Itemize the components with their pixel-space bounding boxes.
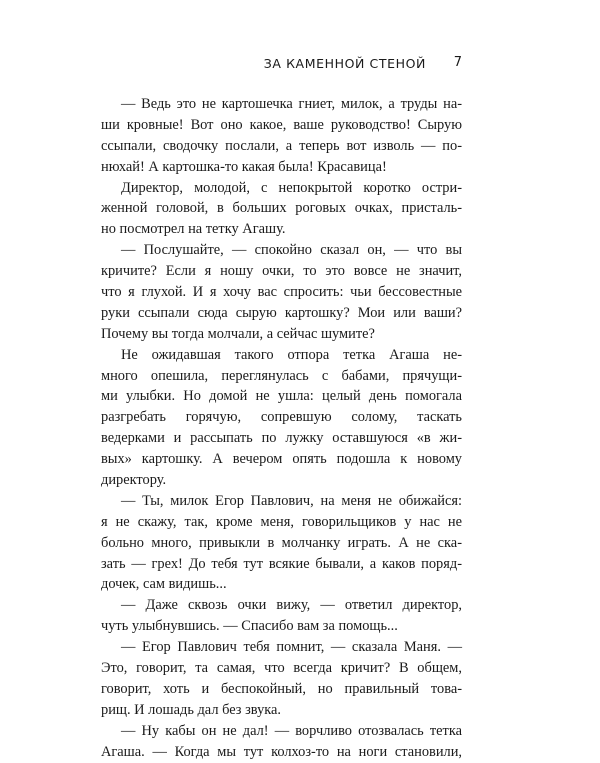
text-line: говорит, хоть и беспокойный, но правильный това-: [101, 680, 462, 697]
text-line: ведерками и рассыпать по лужку оставшуюся «в жи-: [101, 430, 462, 447]
paragraph: [101, 178, 462, 241]
text-line: ши кровные! Вот оно какое, ваше руководство! Сырую: [101, 116, 462, 133]
text-line: Директор, молодой, с непокрытой коротко остри-: [121, 179, 462, 196]
text-line: — Ведь это не картошечка гниет, милок, а труды на-: [121, 96, 462, 112]
text-line: я не скажу, так, кроме меня, говорильщиков у нас не: [101, 513, 462, 530]
running-header: [100, 56, 470, 76]
paragraph: [101, 491, 462, 595]
text-line: разгребать горячую, сопревшую солому, таскать: [101, 409, 462, 426]
text-line: — Послушайте, — спокойно сказал он, — что вы: [121, 242, 462, 259]
text-line: Это, говорит, та самая, что всегда кричит? В общем,: [101, 660, 462, 677]
paragraph: [101, 595, 462, 637]
text-line: дочек, сам видишь...: [101, 576, 227, 593]
paragraph: [101, 345, 462, 491]
text-line: — Ну кабы он не дал! — ворчливо отозвалась тетка: [121, 722, 462, 739]
chapter-title: ЗА КАМЕННОЙ СТЕНОЙ: [263, 56, 426, 71]
text-line: зать — грех! До тебя тут всякие бывали, а каков поряд-: [101, 555, 462, 572]
text-line: Не ожидавшая такого отпора тетка Агаша не-: [121, 346, 462, 363]
paragraph: [101, 637, 462, 721]
text-line: что я глухой. И я хочу вас спросить: чьи бессовестные: [101, 284, 462, 301]
text-line: рищ. И лошадь дал без звука.: [101, 701, 282, 718]
text-line: — Егор Павлович тебя помнит, — сказала Маня. —: [121, 639, 462, 656]
paragraph: [101, 721, 462, 763]
body-text: [101, 94, 462, 763]
text-line: женной головой, в больших роговых очках, присталь-: [101, 200, 462, 217]
paragraph: [101, 94, 462, 178]
text-line: директору.: [101, 472, 167, 489]
text-line: ми улыбки. Но домой не ушла: целый день помогала: [101, 388, 462, 405]
page-number: 7: [453, 55, 462, 70]
text-line: — Даже сквозь очки вижу, — ответил директор,: [121, 597, 462, 614]
text-line: но посмотрел на тетку Агашу.: [101, 221, 286, 238]
text-line: руки ссыпали сюда сырую картошку? Мои или ваши?: [101, 304, 462, 321]
text-line: ссыпали, сводочку послали, а теперь вот изволь — по-: [101, 137, 462, 154]
text-line: — Ты, милок Егор Павлович, на меня не обижайся:: [121, 492, 462, 509]
text-line: Почему вы тогда молчали, а сейчас шумите?: [101, 325, 375, 342]
text-line: вых» картошку. А вечером опять подошла к новому: [101, 451, 462, 468]
text-line: Агаша. — Когда мы тут колхоз-то на ноги становили,: [101, 743, 462, 760]
text-line: кричите? Если я ношу очки, то это вовсе не значит,: [101, 263, 462, 280]
text-line: много опешила, переглянулась с бабами, прячущи-: [101, 367, 462, 384]
text-line: больно много, привыкли в молчанку играть. А не ска-: [101, 534, 462, 551]
text-line: нюхай! А картошка-то какая была! Красавица!: [101, 158, 387, 175]
paragraph: [101, 240, 462, 344]
text-line: чуть улыбнувшись. — Спасибо вам за помощь...: [101, 618, 398, 635]
